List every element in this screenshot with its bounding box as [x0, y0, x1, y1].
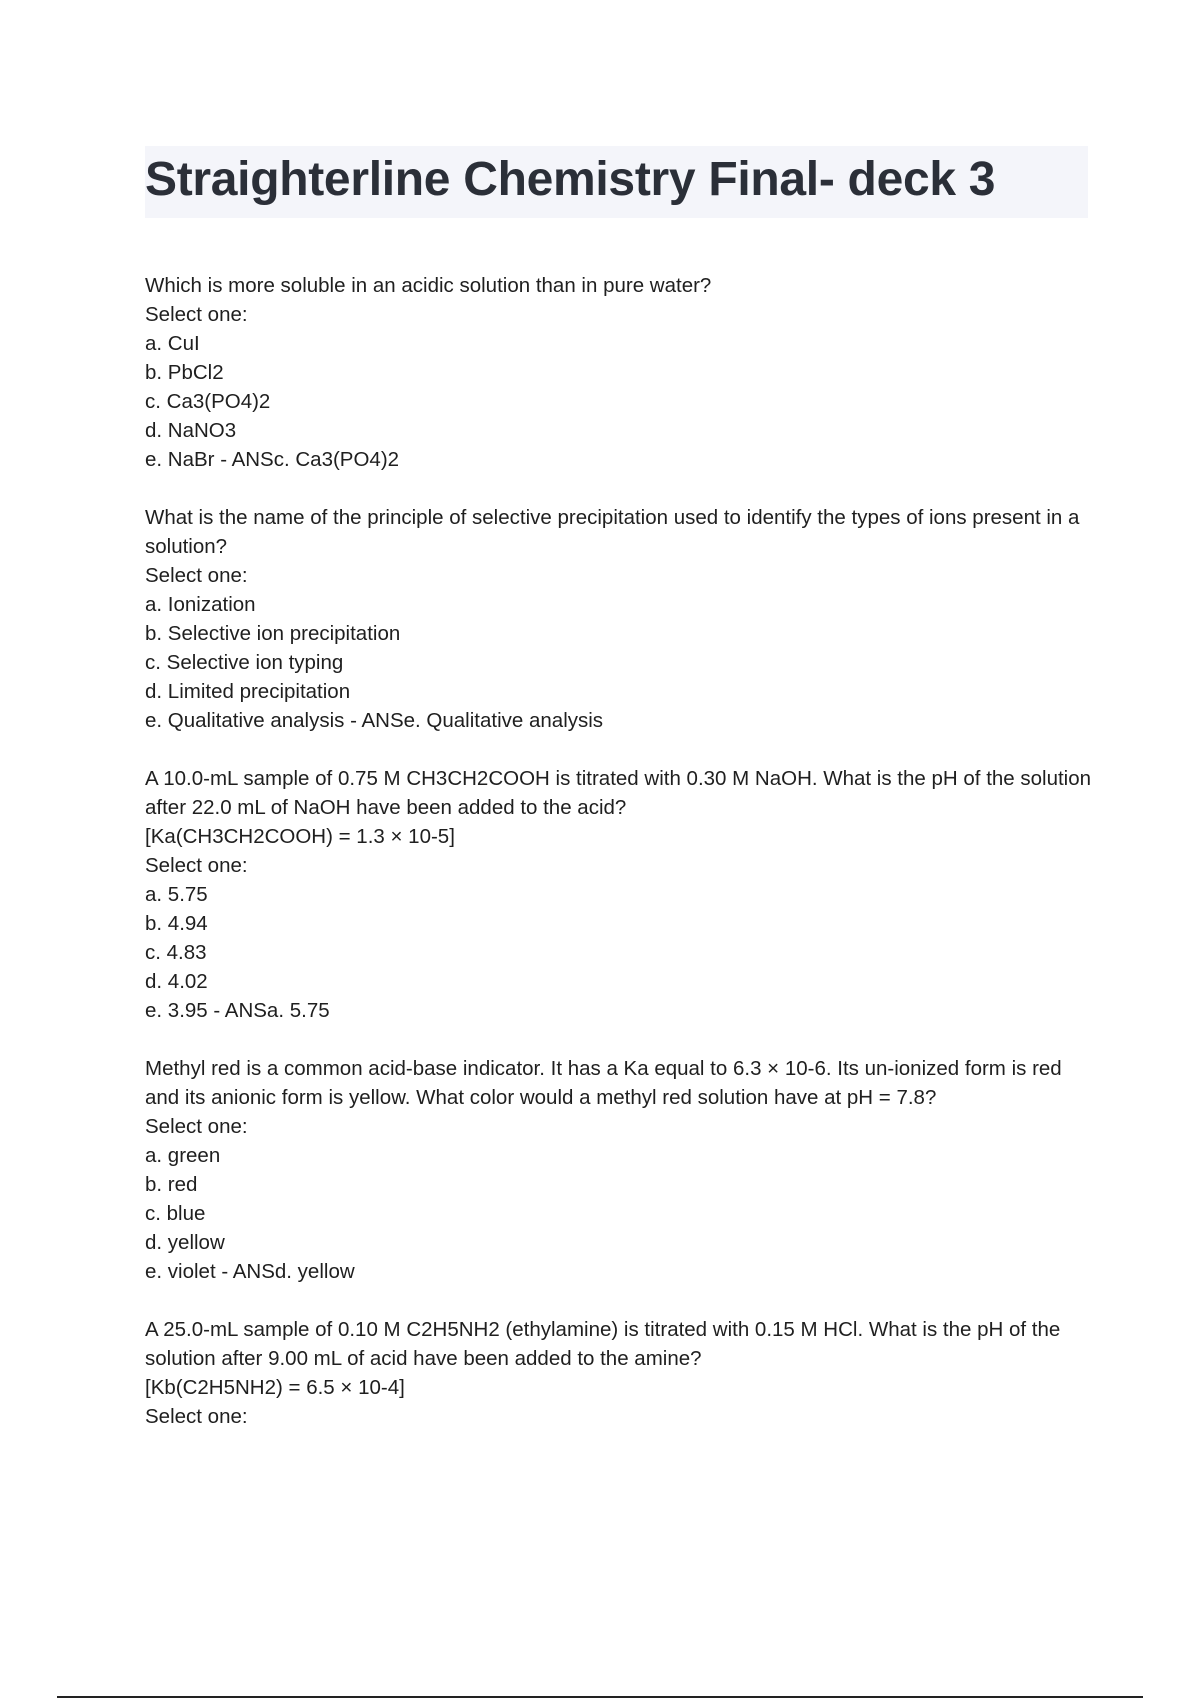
answer-option: c. Ca3(PO4)2 [145, 390, 271, 413]
title-banner [145, 146, 1088, 218]
answer-option-with-key: e. Qualitative analysis - ANSe. Qualitative analysis [145, 709, 604, 732]
question-block-4 [145, 1054, 1095, 1286]
answer-option: b. 4.94 [145, 912, 208, 935]
select-one-label: Select one: [145, 303, 248, 326]
answer-option-with-key: e. violet - ANSd. yellow [145, 1260, 355, 1283]
question-prompt: A 25.0-mL sample of 0.10 M C2H5NH2 (ethylamine) is titrated with 0.15 M HCl. What is the pH of the solution after 9.00 mL of acid have been added to the amine? [145, 1318, 1061, 1370]
answer-option: c. blue [145, 1202, 206, 1225]
question-block-2 [145, 503, 1095, 735]
select-one-label: Select one: [145, 1115, 248, 1138]
answer-option-with-key: e. 3.95 - ANSa. 5.75 [145, 999, 330, 1022]
answer-option: a. Ionization [145, 593, 256, 616]
question-list [145, 271, 1095, 1460]
question-block-5 [145, 1315, 1095, 1431]
answer-option: b. PbCl2 [145, 361, 224, 384]
answer-option: c. Selective ion typing [145, 651, 344, 674]
answer-option: d. 4.02 [145, 970, 208, 993]
page-bottom-divider [57, 1696, 1143, 1698]
select-one-label: Select one: [145, 854, 248, 877]
question-block-3 [145, 764, 1095, 1025]
page-title: Straighterline Chemistry Final- deck 3 [145, 153, 996, 206]
answer-option: a. 5.75 [145, 883, 208, 906]
select-one-label: Select one: [145, 564, 248, 587]
constant-note: [Kb(C2H5NH2) = 6.5 × 10-4] [145, 1376, 405, 1399]
question-prompt: Methyl red is a common acid-base indicator. It has a Ka equal to 6.3 × 10-6. Its un-ionized form is red and its anionic form is yellow. What color would a methyl red solution have at pH = 7.8? [145, 1057, 1062, 1109]
constant-note: [Ka(CH3CH2COOH) = 1.3 × 10-5] [145, 825, 455, 848]
answer-option-with-key: e. NaBr - ANSc. Ca3(PO4)2 [145, 448, 400, 471]
question-prompt: Which is more soluble in an acidic solution than in pure water? [145, 274, 712, 297]
answer-option: a. green [145, 1144, 221, 1167]
question-block-1 [145, 271, 1095, 474]
answer-option: a. CuI [145, 332, 200, 355]
answer-option: d. Limited precipitation [145, 680, 351, 703]
answer-option: b. red [145, 1173, 198, 1196]
answer-option: d. yellow [145, 1231, 225, 1254]
select-one-label: Select one: [145, 1405, 248, 1428]
answer-option: d. NaNO3 [145, 419, 237, 442]
answer-option: c. 4.83 [145, 941, 207, 964]
question-prompt: A 10.0-mL sample of 0.75 M CH3CH2COOH is titrated with 0.30 M NaOH. What is the pH of the solution after 22.0 mL of NaOH have been added to the acid? [145, 767, 1092, 819]
answer-option: b. Selective ion precipitation [145, 622, 401, 645]
question-prompt: What is the name of the principle of selective precipitation used to identify the types of ions present in a solution? [145, 506, 1080, 558]
